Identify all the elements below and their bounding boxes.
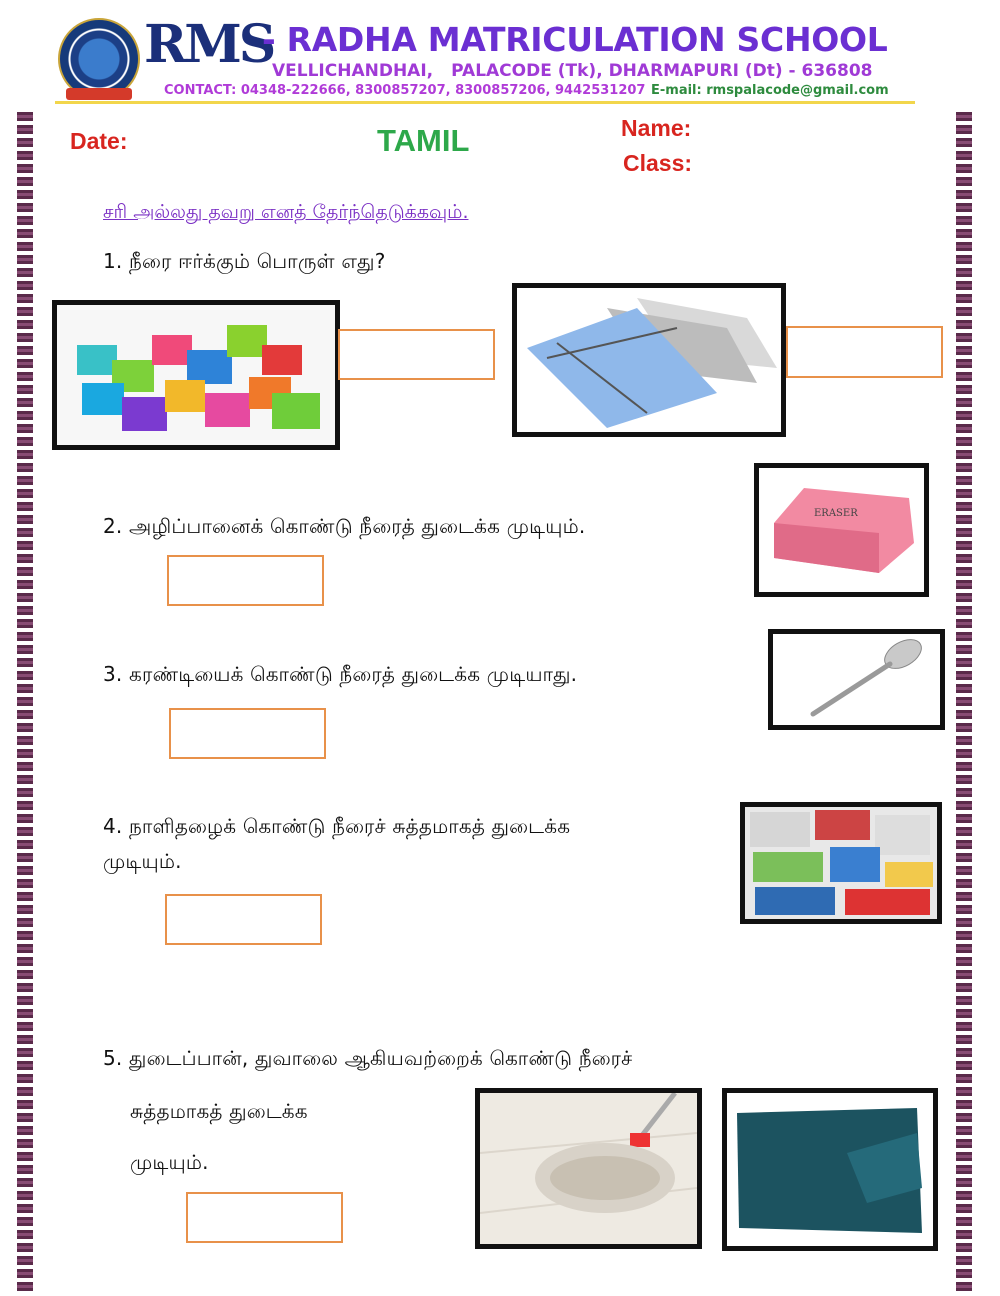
answer-box-5[interactable] bbox=[186, 1192, 343, 1243]
contact-email: E-mail: rmspalacode@gmail.com bbox=[651, 83, 889, 98]
newspaper-image bbox=[740, 802, 942, 924]
logo-ribbon bbox=[66, 88, 132, 100]
question-3-text: 3. கரண்டியைக் கொண்டு நீரைத் துடைக்க முடியாது. bbox=[103, 662, 578, 686]
class-label: Class: bbox=[623, 150, 693, 176]
subject-title: TAMIL bbox=[377, 123, 470, 158]
eraser-icon bbox=[759, 468, 924, 592]
answer-box-4[interactable] bbox=[165, 894, 322, 945]
school-name: - RADHA MATRICULATION SCHOOL bbox=[262, 20, 888, 59]
newspaper-icon bbox=[745, 807, 937, 919]
instruction-text: சரி அல்லது தவறு எனத் தேர்ந்தெடுக்கவும். bbox=[103, 201, 469, 223]
mop-icon bbox=[480, 1093, 697, 1244]
address-right: PALACODE (Tk), DHARMAPURI (Dt) - 636808 bbox=[451, 61, 873, 81]
date-label: Date: bbox=[70, 128, 128, 154]
question-1-text: 1. நீரை ஈர்க்கும் பொருள் எது? bbox=[103, 249, 386, 273]
toy-blocks-image bbox=[52, 300, 340, 450]
left-decorative-border bbox=[17, 112, 33, 1292]
question-5-text-line1: 5. துடைப்பான், துவாலை ஆகியவற்றைக் கொண்டு நீரைச் bbox=[103, 1046, 633, 1070]
toy-blocks-icon bbox=[57, 305, 335, 445]
eraser-image bbox=[754, 463, 929, 597]
eraser-label: ERASER bbox=[814, 508, 858, 519]
mop-image bbox=[475, 1088, 702, 1249]
question-5-text-line3: முடியும். bbox=[130, 1150, 209, 1174]
address-left: VELLICHANDHAI, bbox=[272, 61, 434, 81]
handkerchief-image bbox=[512, 283, 786, 437]
brand-mark: RMS bbox=[144, 14, 274, 75]
header-divider bbox=[55, 101, 915, 104]
right-decorative-border bbox=[956, 112, 972, 1292]
towel-image bbox=[722, 1088, 938, 1251]
answer-box-3[interactable] bbox=[169, 708, 326, 759]
spoon-icon bbox=[773, 634, 940, 725]
handkerchief-icon bbox=[517, 288, 781, 432]
towel-icon bbox=[727, 1093, 933, 1246]
school-address bbox=[272, 61, 872, 81]
question-4-text-line2: முடியும். bbox=[103, 849, 182, 873]
question-2-text: 2. அழிப்பானைக் கொண்டு நீரைத் துடைக்க முடியும். bbox=[103, 514, 586, 538]
spoon-image bbox=[768, 629, 945, 730]
contact-numbers: CONTACT: 04348-222666, 8300857207, 8300857206, 9442531207 bbox=[164, 83, 646, 98]
question-5-text-line2: சுத்தமாகத் துடைக்க bbox=[130, 1099, 308, 1123]
answer-box-1a[interactable] bbox=[338, 329, 495, 380]
answer-box-2[interactable] bbox=[167, 555, 324, 606]
answer-box-1b[interactable] bbox=[786, 326, 943, 378]
question-4-text-line1: 4. நாளிதழைக் கொண்டு நீரைச் சுத்தமாகத் துடைக்க bbox=[103, 814, 571, 838]
name-label: Name: bbox=[621, 115, 692, 141]
